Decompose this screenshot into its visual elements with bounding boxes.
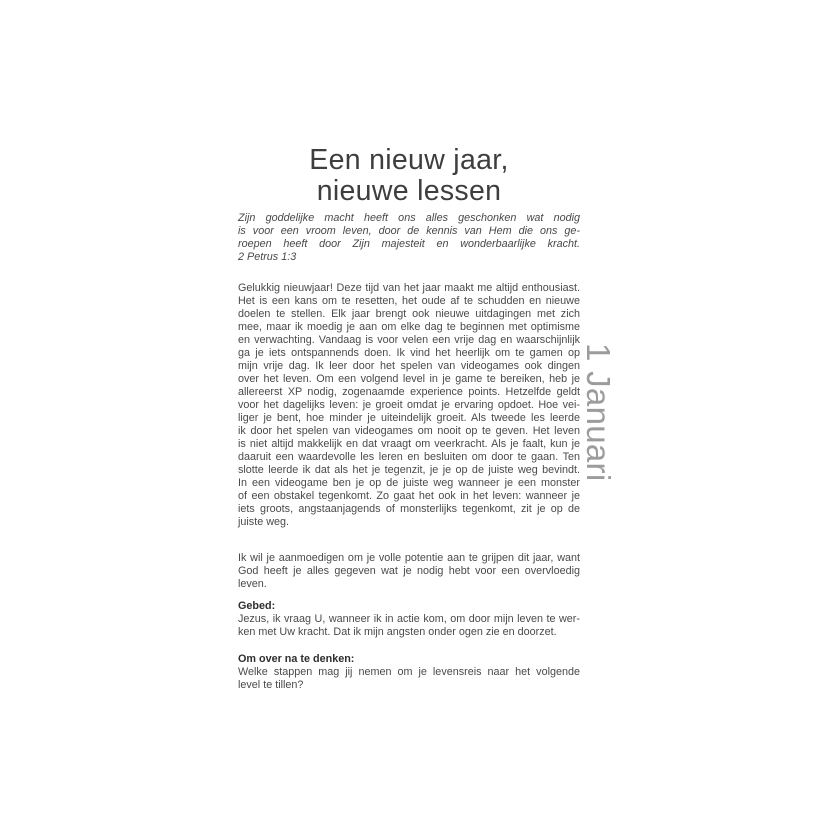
- text-line: ik door het spelen van videogames om nooit op te geven. Het leven: [238, 425, 580, 437]
- text-line: slotte leerde ik dat als het je tegenzit, je je op de juiste weg bevindt.: [238, 464, 580, 476]
- text-line: Ik wil je aanmoedigen om je volle potentie aan te grijpen dit jaar, want: [238, 552, 580, 564]
- reflection-section-heading: Om over na te denken:: [238, 653, 355, 665]
- page-title: [238, 145, 580, 207]
- text-line: Het is een kans om te resetten, het oude af te schudden en nieuwe: [238, 295, 580, 307]
- text-line: Jezus, ik vraag U, wanneer ik in actie kom, om door mijn leven te wer-: [238, 613, 580, 625]
- text-line: daaruit een waardevolle les leren en besluiten om door te gaan. Ten: [238, 451, 580, 463]
- scripture-quote: [238, 212, 580, 264]
- text-line: nieuwe lessen: [316, 175, 502, 207]
- text-line: liger je bent, hoe minder je uiteindelijk groeit. Als tweede les leerde: [238, 412, 580, 424]
- text-line: over het leven. Om een volgend level in je game te bereiken, heb je: [238, 373, 580, 385]
- text-line: mee, maar ik moedig je aan om elke dag te beginnen met optimisme: [238, 321, 580, 333]
- prayer-paragraph: [238, 613, 580, 639]
- text-line: 2 Petrus 1:3: [238, 251, 297, 263]
- text-line: ken met Uw kracht. Dat ik mijn angsten onder ogen zie en doorzet.: [238, 626, 557, 638]
- reflection-paragraph: [238, 666, 580, 692]
- text-line: iets groots, angstaanjagends of monsterlijks tegenkomt, zit je op de: [238, 503, 580, 515]
- text-line: ga je iets ontspannends doen. Ik vind het heerlijk om te gamen op: [238, 347, 580, 359]
- text-line: en verwachting. Vandaag is voor velen een vrije dag en waarschijnlijk: [238, 334, 580, 346]
- text-line: Welke stappen mag jij nemen om je levensreis naar het volgende: [238, 666, 580, 678]
- prayer-section-heading: Gebed:: [238, 600, 276, 612]
- text-line: Een nieuw jaar,: [309, 144, 509, 176]
- text-line: leven.: [238, 578, 267, 590]
- text-line: juiste weg.: [238, 516, 290, 528]
- content-column: [238, 145, 580, 692]
- text-line: allereerst XP nodig, zogenaamde experience points. Hetzelfde geldt: [238, 386, 580, 398]
- text-line: doelen te stellen. Elk jaar brengt ook nieuwe uitdagingen met zich: [238, 308, 580, 320]
- text-line: roepen heeft door Zijn majesteit en wonderbaarlijke kracht.: [238, 238, 580, 250]
- text-line: level te tillen?: [238, 679, 304, 691]
- text-line: mijn vrije dag. Ik leer door het spelen van videogames ook dingen: [238, 360, 580, 372]
- body-paragraph: [238, 552, 580, 591]
- text-line: Gelukkig nieuwjaar! Deze tijd van het jaar maakt me altijd enthousiast.: [238, 282, 580, 294]
- date-sidebar-label: 1 Januari: [580, 343, 617, 482]
- text-line: of een obstakel tegenkomt. Zo gaat het ook in het leven: wanneer je: [238, 490, 580, 502]
- text-line: is niet altijd makkelijk en dat vraagt om veerkracht. Als je faalt, kun je: [238, 438, 580, 450]
- text-line: God heeft je alles gegeven wat je nodig hebt voor een overvloedig: [238, 565, 580, 577]
- text-line: Zijn goddelijke macht heeft ons alles geschonken wat nodig: [238, 212, 580, 224]
- text-line: In een videogame ben je op de juiste weg wanneer je een monster: [238, 477, 580, 489]
- body-paragraph: [238, 282, 580, 529]
- text-line: voor het dagelijks leven: je groeit omdat je ervaring opdoet. Hoe vei-: [238, 399, 580, 411]
- text-line: is voor een vroom leven, door de kennis van Hem die ons ge-: [238, 225, 580, 237]
